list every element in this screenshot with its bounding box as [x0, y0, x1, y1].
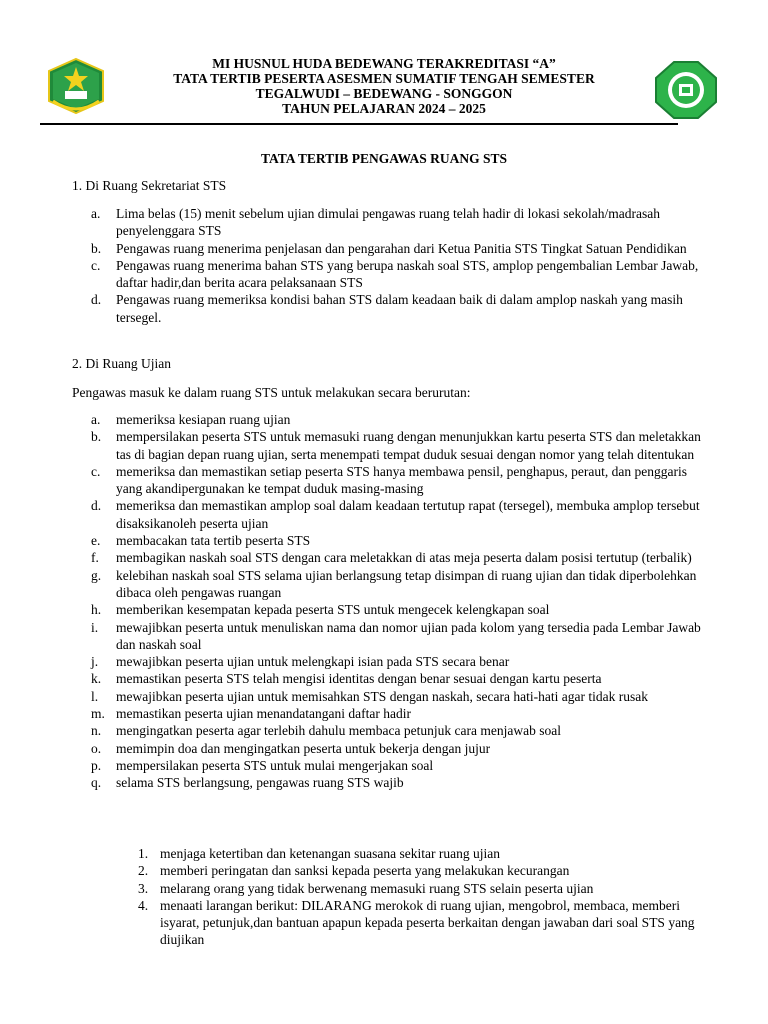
list-text: menaati larangan berikut: DILARANG merokok di ruang ujian, mengobrol, membaca, memberi isyarat, petunjuk,dan bantuan apapun kepada peserta berkaitan dengan jawaban dari soal STS yang diujikan [160, 897, 695, 948]
list-text: Pengawas ruang menerima bahan STS yang berupa naskah soal STS, amplop pengembalian Lembar Jawab, daftar hadir,dan berita acara pelaksanaan STS [116, 257, 699, 291]
list-marker: d. [91, 498, 102, 514]
list-text: memeriksa kesiapan ruang ujian [116, 412, 291, 427]
list-marker: c. [91, 463, 101, 479]
list-marker: a. [91, 206, 101, 221]
letterhead [40, 56, 728, 128]
list-marker: m. [91, 706, 105, 722]
list-text: memimpin doa dan mengingatkan peserta untuk bekerja dengan jujur [116, 740, 491, 756]
exam-title: TATA TERTIB PESERTA ASESMEN SUMATIF TENGAH SEMESTER [173, 71, 595, 86]
academic-year: TAHUN PELAJARAN 2024 – 2025 [282, 101, 486, 116]
list-marker: f. [91, 550, 99, 566]
list-marker: q. [91, 775, 102, 791]
section2-intro: Pengawas masuk ke dalam ruang STS untuk melakukan secara berurutan: [72, 385, 471, 400]
list-text: memastikan peserta STS telah mengisi identitas dengan benar sesuai dengan kartu peserta [116, 671, 602, 687]
list-text: mewajibkan peserta ujian untuk memisahkan STS dengan naskah, secara hati-hati agar tidak rusak [116, 688, 648, 704]
section2-heading: 2. Di Ruang Ujian [72, 356, 171, 371]
list-item [72, 205, 708, 240]
section2-list [72, 411, 708, 792]
list-item [72, 653, 708, 670]
list-marker: d. [91, 292, 102, 308]
list-marker: o. [91, 740, 102, 756]
list-text: menjaga ketertiban dan ketenangan suasana sekitar ruang ujian [160, 846, 500, 861]
list-marker: k. [91, 671, 102, 687]
list-item [72, 463, 708, 498]
section1-heading: 1. Di Ruang Sekretariat STS [72, 178, 227, 193]
school-address: TEGALWUDI – BEDEWANG - SONGGON [255, 86, 513, 101]
list-item [72, 240, 708, 257]
list-text: membagikan naskah soal STS dengan cara meletakkan di atas meja peserta dalam posisi tertutup (terbalik) [116, 550, 692, 566]
list-text: Lima belas (15) menit sebelum ujian dimulai pengawas ruang telah hadir di lokasi sekolah/madrasah penyelenggara STS [116, 206, 660, 239]
list-item [72, 549, 708, 566]
list-marker: 1. [138, 846, 149, 861]
list-item [72, 740, 708, 757]
list-marker: h. [91, 602, 102, 618]
list-text: memastikan peserta ujian menandatangani daftar hadir [116, 706, 412, 722]
list-text: kelebihan naskah soal STS selama ujian berlangsung tetap disimpan di ruang ujian dan tidak diperbolehkan dibaca oleh pengawas ruangan [116, 567, 697, 600]
list-item [72, 670, 708, 687]
list-marker: l. [91, 688, 99, 704]
kemenag-logo-icon [45, 57, 107, 115]
list-text: Pengawas ruang memeriksa kondisi bahan STS dalam keadaan baik di dalam amplop naskah yang masih tersegel. [116, 292, 683, 325]
list-text: selama STS berlangsung, pengawas ruang STS wajib [116, 775, 404, 791]
school-name: MI HUSNUL HUDA BEDEWANG TERAKREDITASI “A” [212, 56, 556, 71]
list-text: memeriksa dan memastikan setiap peserta STS hanya membawa pensil, penghapus, peraut, dan penggaris yang akandipergunakan ke tempat duduk masing-masing [116, 463, 687, 497]
list-marker: c. [91, 257, 101, 273]
section1-list [72, 205, 708, 326]
madrasah-logo-icon [654, 60, 718, 120]
list-marker: b. [91, 240, 102, 256]
list-text: memberikan kesempatan kepada peserta STS untuk mengecek kelengkapan soal [116, 602, 550, 618]
list-item [72, 532, 708, 549]
list-text: Pengawas ruang menerima penjelasan dan pengarahan dari Ketua Panitia STS Tingkat Satuan Pendidikan [116, 240, 687, 256]
list-marker: b. [91, 429, 102, 445]
list-marker: j. [91, 654, 99, 670]
list-text: memeriksa dan memastikan amplop soal dalam keadaan tertutup rapat (tersegel), membuka amplop tersebut disaksikanoleh peserta ujian [116, 498, 700, 531]
list-item [116, 862, 712, 879]
list-item [72, 567, 708, 602]
list-item [116, 897, 712, 949]
section2-sublist [116, 845, 712, 949]
list-marker: i. [91, 619, 99, 635]
list-item [72, 722, 708, 739]
list-text: mengingatkan peserta agar terlebih dahulu membaca petunjuk cara menjawab soal [116, 723, 561, 739]
list-item [116, 845, 712, 862]
list-text: memberi peringatan dan sanksi kepada peserta yang melakukan kecurangan [160, 863, 570, 879]
list-text: mewajibkan peserta untuk menuliskan nama dan nomor ujian pada kolom yang tersedia pada Lembar Jawab dan naskah soal [116, 619, 701, 652]
list-text: melarang orang yang tidak berwenang memasuki ruang STS selain peserta ujian [160, 880, 594, 896]
list-item [72, 428, 708, 463]
list-marker: e. [91, 533, 101, 549]
list-item [116, 880, 712, 897]
document-title: TATA TERTIB PENGAWAS RUANG STS [260, 151, 508, 166]
list-item [72, 774, 708, 791]
list-item [72, 257, 708, 292]
list-text: mempersilakan peserta STS untuk memasuki ruang dengan menunjukkan kartu peserta STS dan meletakkan tas di bagian depan ruang ujian, serta menempati tempat duduk sesuai dengan nomor yang telah ditentukan [116, 429, 701, 462]
list-marker: n. [91, 723, 102, 739]
list-text: mewajibkan peserta ujian untuk melengkapi isian pada STS secara benar [116, 654, 510, 670]
list-marker: 3. [138, 880, 149, 896]
header-rule [40, 123, 678, 125]
list-item [72, 291, 708, 326]
list-item [72, 497, 708, 532]
list-marker: g. [91, 567, 102, 583]
list-marker: 4. [138, 897, 149, 913]
list-item [72, 688, 708, 705]
list-item [72, 757, 708, 774]
list-marker: 2. [138, 863, 149, 879]
list-marker: p. [91, 757, 102, 773]
list-item [72, 411, 708, 428]
list-marker: a. [91, 412, 101, 427]
list-item [72, 601, 708, 618]
list-text: mempersilakan peserta STS untuk mulai mengerjakan soal [116, 757, 434, 773]
list-text: membacakan tata tertib peserta STS [116, 533, 311, 549]
list-item [72, 619, 708, 654]
list-item [72, 705, 708, 722]
letterhead-text [110, 56, 658, 116]
